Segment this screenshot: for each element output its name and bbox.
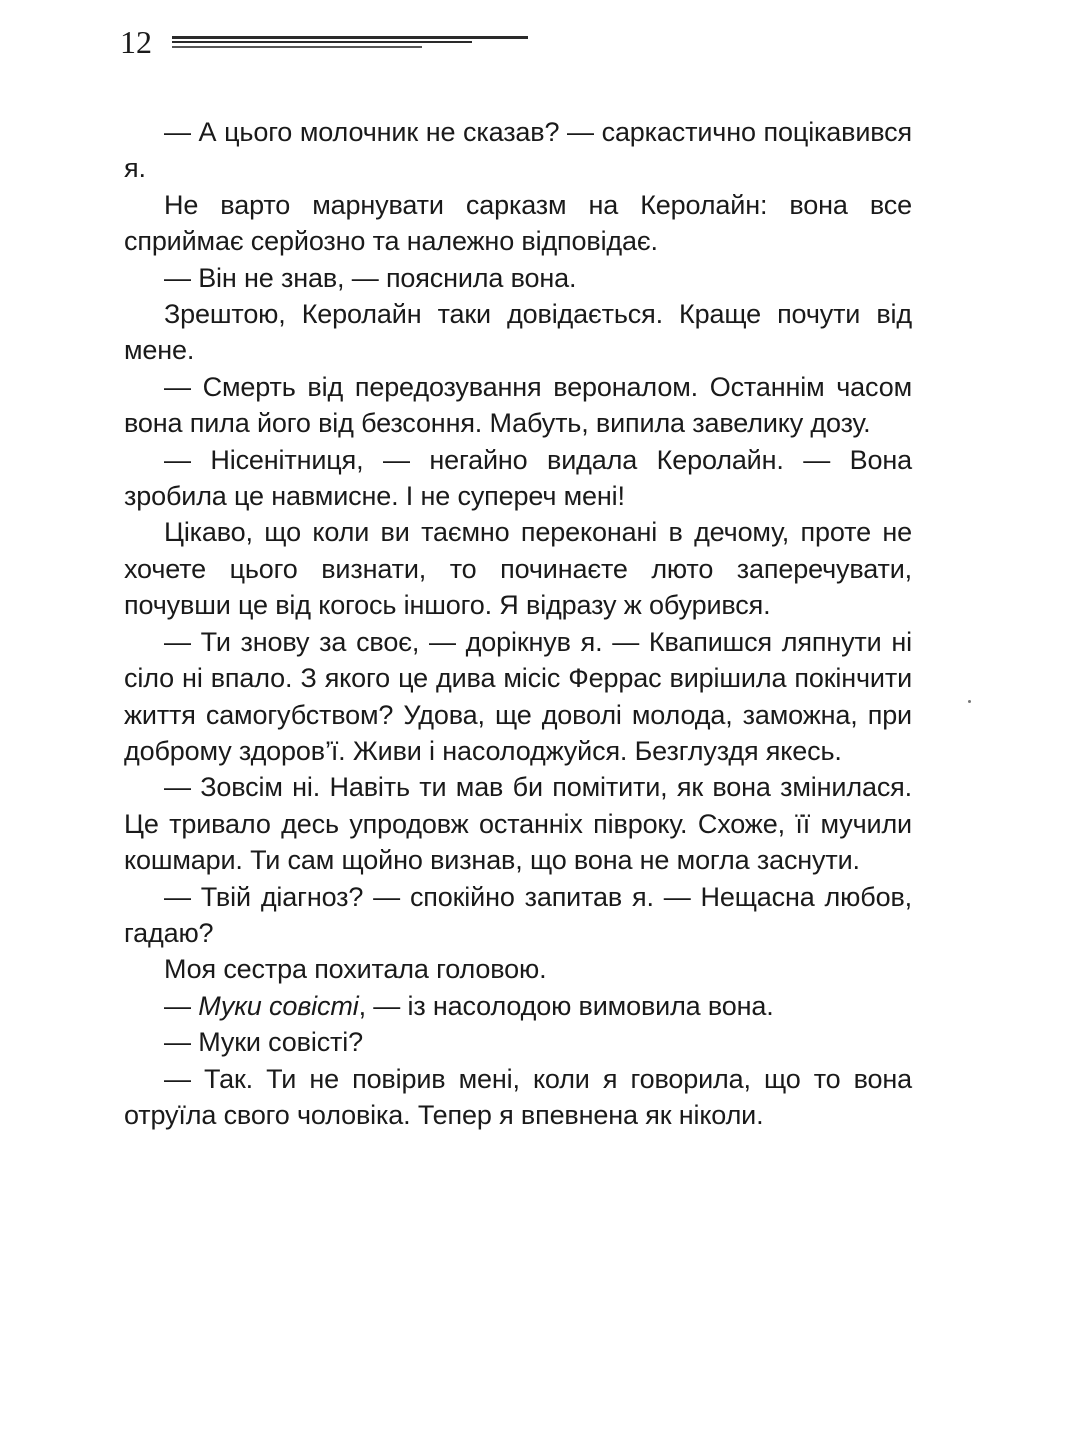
page-number: 12 <box>120 24 152 60</box>
paragraph: — Смерть від передозування вероналом. Останнім часом вона пила його від безсоння. Мабуть, випила завелику дозу. <box>124 371 912 439</box>
scan-speck <box>968 700 971 703</box>
paragraph: — Він не знав, — пояснила вона. <box>164 262 577 293</box>
italic-phrase: Муки совісті <box>198 990 359 1021</box>
paragraph-text: — <box>164 990 199 1021</box>
paragraph: — Зовсім ні. Навіть ти мав би помітити, як вона змінилася. Це тривало десь упродовж останніх півроку. Схоже, її мучили кошмари. Ти сам щойно визнав, що вона не могла заснути. <box>124 772 912 876</box>
paragraph: — А цього молочник не сказав? — саркастично поцікавився я. <box>124 117 912 184</box>
header-rule-line <box>172 46 422 48</box>
paragraph: — Ти знову за своє, — дорікнув я. — Квапишся ляпнути ні сіло ні впало. З якого це дива місіс Феррас вирішила покінчити життя самогубством? Удова, ще доволі молода, заможна, при доброму здоров’ї. Живи і насолоджуйся. Безглуздя якесь. <box>124 626 912 766</box>
paragraph: — Твій діагноз? — спокійно запитав я. — Нещасна любов, гадаю? <box>124 881 912 948</box>
paragraph: Моя сестра похитала головою. <box>164 954 547 985</box>
paragraph: — Так. Ти не повірив мені, коли я говорила, що то вона отруїла свого чоловіка. Тепер я впевнена як ніколи. <box>124 1063 912 1130</box>
paragraph: Зрештою, Керолайн таки довідається. Краще почути від мене. <box>124 299 912 366</box>
paragraph-text: , — із насолодою вимовила вона. <box>358 990 774 1021</box>
paragraph: — Нісенітниця, — негайно видала Керолайн. — Вона зробила це навмисне. І не супереч мені! <box>124 444 912 512</box>
page-header <box>120 22 540 62</box>
paragraph: Не варто марнувати сарказм на Керолайн: вона все сприймає серйозно та належно відповідає. <box>124 189 912 257</box>
body-text <box>124 114 912 1133</box>
paragraph: — Муки совісті? <box>164 1027 363 1058</box>
header-rule-ornament <box>172 36 528 52</box>
paragraph: Цікаво, що коли ви таємно переконані в дечому, проте не хочете цього визнати, то починаєте люто заперечувати, почувши це від когось іншого. Я відразу ж обурився. <box>124 517 912 621</box>
paragraph <box>124 988 912 1024</box>
header-rule-line <box>172 36 528 39</box>
header-rule-line <box>172 41 472 43</box>
